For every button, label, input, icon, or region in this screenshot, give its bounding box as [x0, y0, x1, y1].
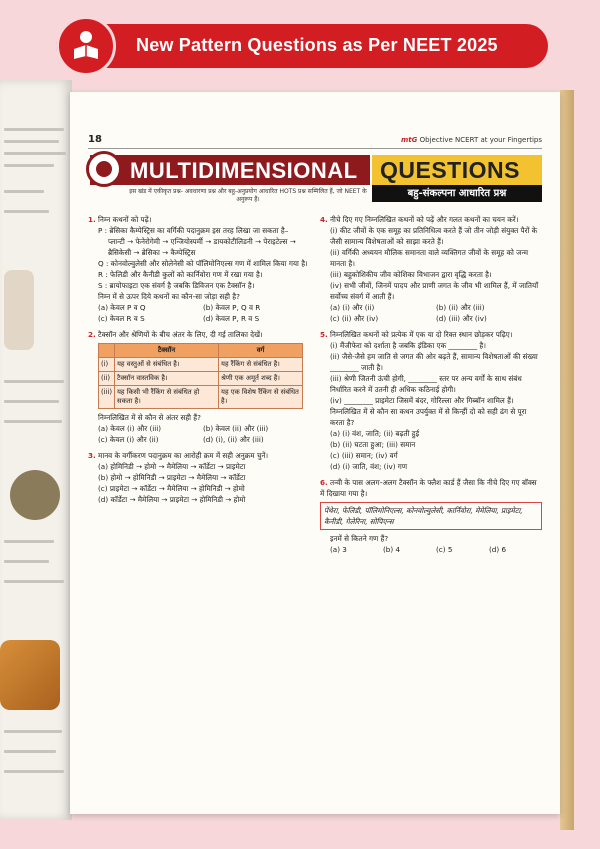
question-4: 4. नीचे दिए गए निम्नलिखित कथनों को पढ़ें और गलत कथनों का चयन करें। (i) कीट जीवों के एक समूह का प्रतिनिधित्व करते हैं जो तीन जोड़ी संयुक्त पैरों के जैसी सामान्य विशेषताओं को साझा करते हैं। (ii) वर्गिकी अध्ययन मौलिक समानता वाले व्यक्तिगत जीवों के समूह को जन्म मानता है। (iii) बहुकोशिकीय जीव कोशिका विभाजन द्वारा वृद्धि करता है। (iv) सभी जीवों, जिनमें पादप और प्राणी जगत के जीव भी शामिल हैं, में जातियाँ सर्वोच्च संवर्ग में आती हैं। (a) (i) और (ii) (b) (ii) और (iii) (c) (ii) और (iv) (d) (iii) और (iv): [320, 214, 542, 324]
section-title: MULTIDIMENSIONAL: [130, 158, 358, 183]
option: (a) 3: [330, 545, 347, 554]
option: (b) 4: [383, 545, 401, 554]
option: (c) (ii) और (iv): [330, 314, 379, 323]
option: (a) (i) वंश, जाति; (ii) बढ़ती हुई: [330, 429, 420, 438]
option: (a) केवल (i) और (iii): [98, 424, 162, 433]
section-subtitle: बहु-संकल्पना आधारित प्रश्न: [372, 185, 542, 202]
option: (c) केवल (i) और (ii): [98, 435, 159, 444]
section-header-left: [90, 155, 370, 185]
header-rule: [88, 148, 542, 149]
fly-illustration: [10, 470, 60, 520]
question-1: 1. निम्न कथनों को पढ़ें। P : ब्रेसिका कैम्पेस्ट्रिस का वर्गिकी पदानुक्रम इस तरह लिखा जा सकता है– प्लान्टी → फेनेरोगेमी → एन्जियोस्पर्मी → डायकोटीलिडनी → पेराइटेल्स → ब्रैसिकेसी → ब्रेसिका → कैम्पेस्ट्रिस Q : कोनवोल्वुलेसी और सोलेनेसी को पॉलिमोनिएल्स गण में शामिल किया गया है। R : फेलिडी और कैनीडी कुलों को कार्निवोरा गण में रखा गया है। S : ब्रायोफाइटा एक संवर्ग है जबकि डिविजन एक टैक्सॉन है। निम्न में से ऊपर दिये कथनों का कौन-सा जोड़ा सही है? (a) केवल P व Q (b) केवल P, Q व R (c) केवल R व S (d) केवल P, R व S: [88, 215, 308, 323]
question-6: 6. तन्वी के पास अलग-अलग टैक्सॉन के फ्लैश कार्ड हैं जैसा कि नीचे दिए गए बॉक्स में दिखाया गया है। पेंथेरा, फेलिडी, पॉलिमोनिएल्स, कोनवोल्वुलेसी, कार्निवोरा, मेमेलिया, प्राइमेटा, कैनीडी, गेलेरिना, सोपिएन्स इनमें से कितने गण हैं? (a) 3 (b) 4 (c) 5 (d) 6: [320, 477, 542, 555]
question-3: 3. मानव के वर्गीकरण पदानुक्रम का आरोही क्रम में सही अनुक्रम चुनें। (a) होमिनिडी → होमो → मैमेलिया → कॉर्डेटा → प्राइमेटा (b) होमो → होमिनिडी → प्राइमेटा → मैमेलिया → कॉर्डेटा (c) प्राइमेटा → कॉर्डेटा → मैमेलिया → होमिनिडी → होमो (d) कॉर्डेटा → मैमेलिया → प्राइमेटा → होमिनिडी → होमो: [88, 450, 308, 505]
page-number: 18: [88, 134, 102, 145]
option: (d) (i) जाति, वंश; (iv) गण: [330, 462, 408, 471]
tiger-illustration: [0, 640, 60, 710]
running-header: [401, 136, 542, 144]
option: (b) केवल P, Q व R: [203, 303, 261, 312]
left-column: [88, 214, 308, 510]
option: (a) (i) और (ii): [330, 303, 375, 312]
option: (d) केवल P, R व S: [203, 314, 260, 323]
left-page-edge: [0, 80, 72, 820]
taxon-table: टैक्सॉन वर्ग (i) यह वस्तुओं से संबंधित है। यह रैंकिंग से संबंधित है। (ii) टैक्सॉन वास्तविक है। श्रेणी एक अमूर्त शब्द है। (iii) यह किसी भी रैंकिंग से संबंधित हो सकता है। यह एक विशेष रैंकिंग से संबंधित है।: [98, 343, 303, 409]
question-5: 5. निम्नलिखित कथनों को प्रत्येक में एक या दो रिक्त स्थान छोड़कर पढ़िए। (i) मैंजीफेरा को दर्शाता है जबकि इंडिका एक ________ है। (ii) जैसे-जैसे हम जाति से जगत की ओर बढ़ते हैं, सामान्य विशेषताओं की संख्या ________ जाती है। (iii) श्रेणी जितनी ऊंची होगी, ________ स्तर पर अन्य वर्गों के साथ संबंध निर्धारित करने में उतनी ही अधिक कठिनाई होगी। (iv) ________ प्राइमेटा जिसमें बंदर, गोरिल्ला और गिब्बॉन शामिल हैं। निम्नलिखित में से कौन सा कथन उपर्युक्त में से किन्हीं दो को सही ढंग से पूरा करता है? (a) (i) वंश, जाति; (ii) बढ़ती हुई (b) (ii) घटता हुआ; (iii) समान (c) (iii) समान; (iv) वर्ग (d) (i) जाति, वंश; (iv) गण: [320, 329, 542, 472]
promo-banner: [56, 24, 548, 68]
section-title-questions: QUESTIONS: [380, 157, 520, 183]
brand-logo: mtG: [401, 136, 418, 144]
right-column: [320, 214, 542, 560]
banner-title: New Pattern Questions as Per NEET 2025: [136, 35, 498, 55]
book-page-stack: [560, 90, 574, 830]
option: (d) (iii) और (iv): [436, 314, 487, 323]
gear-head-icon: [86, 151, 122, 187]
flashcard-box: पेंथेरा, फेलिडी, पॉलिमोनिएल्स, कोनवोल्वुलेसी, कार्निवोरा, मेमेलिया, प्राइमेटा, कैनीडी, गेलेरिना, सोपिएन्स: [320, 502, 542, 530]
option: (a) होमिनिडी → होमो → मैमेलिया → कॉर्डेटा → प्राइमेटा: [98, 462, 246, 471]
option: (b) होमो → होमिनिडी → प्राइमेटा → मैमेलिया → कॉर्डेटा: [98, 473, 246, 482]
table-row: (i) यह वस्तुओं से संबंधित है। यह रैंकिंग से संबंधित है।: [99, 358, 303, 372]
option: (b) (ii) और (iii): [436, 303, 485, 312]
option: (d) कॉर्डेटा → मैमेलिया → प्राइमेटा → होमिनिडी → होमो: [98, 495, 246, 504]
option: (c) 5: [436, 545, 453, 554]
option: (d) (i), (ii) और (iii): [203, 435, 264, 444]
left-page-illustration: [4, 270, 34, 350]
table-row: (iii) यह किसी भी रैंकिंग से संबंधित हो सकता है। यह एक विशेष रैंकिंग से संबंधित है।: [99, 386, 303, 409]
running-title: Objective NCERT at your Fingertips: [419, 136, 542, 144]
table-row: (ii) टैक्सॉन वास्तविक है। श्रेणी एक अमूर्त शब्द है।: [99, 372, 303, 386]
section-note: इस खंड में एकीकृत प्रश्न- अवधारणा प्रश्न और बहु-अनुप्रयोग आधारित HOTS प्रश्न सम्मिलित हैं, जो NEET के अनुरूप हैं।: [129, 188, 367, 203]
option: (d) 6: [489, 545, 507, 554]
option: (c) (iii) समान; (iv) वर्ग: [330, 451, 398, 460]
question-2: 2. टैक्सॉन और श्रेणियों के बीच अंतर के लिए, दी गई तालिका देखें। टैक्सॉन वर्ग (i) यह वस्तुओं से संबंधित है। यह रैंकिंग से संबंधित है। (ii) टैक्सॉन वास्तविक है। श्रेणी एक अमूर्त शब्द है। (iii) यह किसी भी रैंकिंग से संबंधित हो सकता है। यह एक विशेष रैंकिंग से संबंधित है। निम्नलिखित में से कौन से अंतर सही हैं? (a) केवल (i) और (iii) (b) केवल (ii) और (iii) (c) केवल (i) और (ii) (d) (i), (ii) और (iii): [88, 329, 308, 445]
option: (c) प्राइमेटा → कॉर्डेटा → मैमेलिया → होमिनिडी → होमो: [98, 484, 245, 493]
option: (b) केवल (ii) और (iii): [203, 424, 269, 433]
reader-icon: [56, 16, 116, 76]
option: (a) केवल P व Q: [98, 303, 146, 312]
option: (c) केवल R व S: [98, 314, 145, 323]
option: (b) (ii) घटता हुआ; (iii) समान: [330, 440, 416, 449]
section-header-right: [372, 155, 542, 185]
book-page: [70, 92, 560, 814]
